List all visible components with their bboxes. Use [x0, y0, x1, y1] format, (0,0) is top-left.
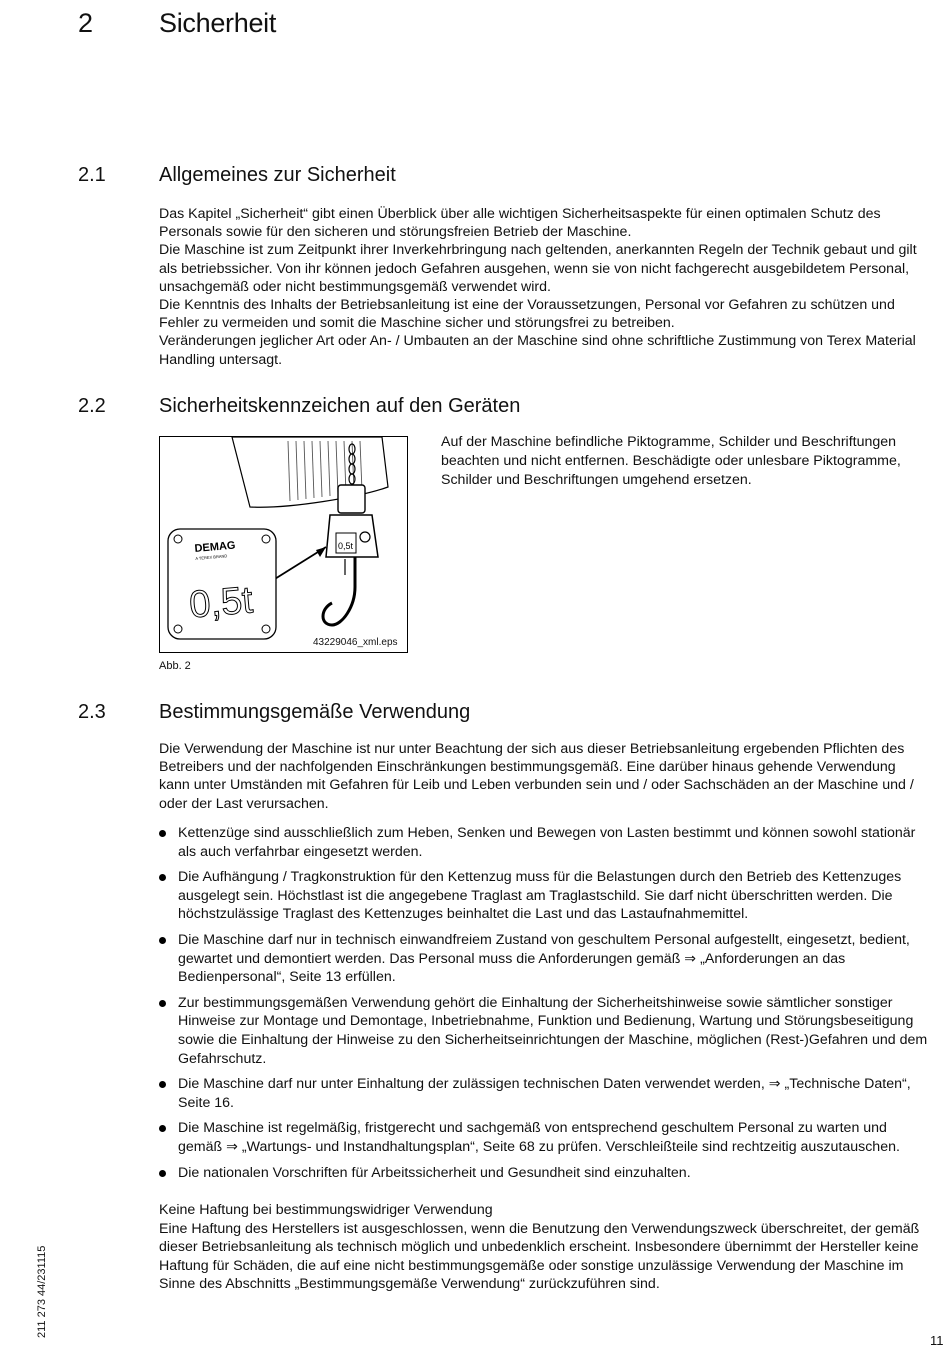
- page-number: 11: [930, 1333, 944, 1348]
- list-item-text: Die Aufhängung / Tragkonstruktion für den Kettenzug muss für die Belastungen durch den Betrieb des Kettenzuges ausgelegt sein. Höchstlast ist die angegebene Traglast am Traglastschild. Sie darf nicht überschritten werden. Die höchstzulässige Traglast des Kettenzuges beinhaltet die Last und das Lastaufnahmemittel.: [178, 869, 902, 923]
- list-item: [159, 868, 929, 924]
- list-item-text: Die nationalen Vorschriften für Arbeitssicherheit und Gesundheit sind einzuhalten.: [178, 1164, 691, 1181]
- list-item: [159, 1075, 929, 1112]
- section-title: Sicherheitskennzeichen auf den Geräten: [159, 395, 521, 417]
- hoist-label-figure: [159, 436, 408, 653]
- list-item: [159, 824, 929, 861]
- list-item-text: Die Maschine darf nur unter Einhaltung der zulässigen technischen Daten verwendet werden, ⇒ „Technische Daten“, Seite 16.: [178, 1076, 911, 1111]
- sign-sub: A TEREX BRAND: [195, 553, 228, 562]
- list-item: [159, 931, 929, 987]
- chapter-title: Sicherheit: [159, 8, 277, 38]
- chapter-number: 2: [78, 8, 93, 38]
- hook-load-label: 0,5t: [338, 541, 354, 551]
- paragraph: Die Maschine ist zum Zeitpunkt ihrer Inverkehrbringung nach geltenden, anerkannten Regeln der Technik gebaut und gilt als betriebssicher. Von ihr können jedoch Gefahren ausgehen, wenn sie von nicht fachgerecht ausgebildetem Personal, unsachgemäß oder nicht bestimmungsgemäß verwendet wird.: [159, 242, 917, 295]
- list-item-text: Die Maschine darf nur in technisch einwandfreiem Zustand von geschultem Personal aufgestellt, eingesetzt, bedient, gewartet und demontiert werden. Das Personal muss die Anforderungen gemäß ⇒ „Anforderungen an das Bedienpersonal“, Seite 13 erfüllen.: [178, 931, 910, 986]
- list-item: [159, 1164, 929, 1183]
- bullet-icon: [159, 1000, 166, 1007]
- bullet-icon: [159, 1081, 166, 1088]
- bullet-icon: [159, 874, 166, 881]
- section-2-3-intro: Die Verwendung der Maschine ist nur unter Beachtung der sich aus dieser Betriebsanleitung ergebenden Pflichten des Betreibers und der nachfolgenden Einschränkungen bestimmungsgemäß. Eine darüber hinaus gehende Verwendung kann unter Umständen mit Gefahren für Leib und Leben verbunden sein und / oder Sachschäden an der Maschine und / oder der Last verursachen.: [159, 741, 914, 812]
- document-number: 211 273 44/231115: [36, 1245, 48, 1338]
- list-item: [159, 994, 929, 1068]
- section-number: 2.3: [78, 701, 106, 723]
- section-2-1-body: [159, 205, 929, 369]
- bullet-icon: [159, 937, 166, 944]
- liability-text: Eine Haftung des Herstellers ist ausgeschlossen, wenn die Benutzung den Verwendungszweck überschreitet, der gemäß dieser Betriebsanleitung als technisch möglich und unbedenklich erscheint. Insbesondere übernimmt der Hersteller keine Haftung für Schäden, die auf eine nicht bestimmungsgemäße oder sonstige unzulässige Verwendung der Maschine im Sinne des Abschnitts „Bestimmungsgemäße Verwendung“ zurückzuführen sind.: [159, 1221, 920, 1293]
- liability-heading: Keine Haftung bei bestimmungswidriger Verwendung: [159, 1202, 493, 1218]
- section-2-2-text: Auf der Maschine befindliche Piktogramme, Schilder und Beschriftungen beachten und nicht entfernen. Beschädigte oder unlesbare Piktogramme, Schilder und Beschriftungen umgehend ersetzen.: [441, 434, 901, 488]
- bullet-icon: [159, 1125, 166, 1132]
- section-title: Bestimmungsgemäße Verwendung: [159, 701, 471, 723]
- figure-file-name: 43229046_xml.eps: [313, 637, 398, 648]
- figure-caption: Abb. 2: [159, 660, 191, 672]
- paragraph: Die Kenntnis des Inhalts der Betriebsanleitung ist eine der Voraussetzungen, Personal vor Gefahren zu schützen und Fehler zu vermeiden und somit die Maschine sicher und störungsfrei zu betreiben.: [159, 297, 895, 332]
- section-number: 2.2: [78, 395, 106, 417]
- section-title: Allgemeines zur Sicherheit: [159, 164, 396, 186]
- section-number: 2.1: [78, 164, 106, 186]
- hoist-illustration: [160, 437, 408, 653]
- list-item-text: Die Maschine ist regelmäßig, fristgerecht und sachgemäß von entsprechend geschultem Personal zu warten und gemäß ⇒ „Wartungs- und Instandhaltungsplan“, Seite 68 zu prüfen. Verschleißteile sind rechtzeitig auszutauschen.: [178, 1120, 900, 1155]
- bullet-icon: [159, 1170, 166, 1177]
- list-item-text: Kettenzüge sind ausschließlich zum Heben, Senken und Bewegen von Lasten bestimmt und können sowohl stationär als auch verfahrbar eingesetzt werden.: [178, 825, 916, 860]
- usage-rules-list: [159, 824, 929, 1189]
- paragraph: Das Kapitel „Sicherheit“ gibt einen Überblick über alle wichtigen Sicherheitsaspekte für einen optimalen Schutz des Personals sowie für den sicheren und störungsfreien Betrieb der Maschine.: [159, 206, 881, 241]
- list-item-text: Zur bestimmungsgemäßen Verwendung gehört die Einhaltung der Sicherheitshinweise sowie sämtlicher sonstiger Hinweise zur Montage und Demontage, Inbetriebnahme, Funktion und Bedienung, Wartung und Störungsbeseitigung sowie die Einhaltung der Hinweise zu den Sicherheitseinrichtungen der Maschine, möglichen (Rest-)Gefahren und dem Gefahrschutz.: [178, 994, 928, 1067]
- list-item: [159, 1119, 929, 1156]
- sign-brand: DEMAG: [194, 539, 236, 556]
- sign-load: 0,5t: [187, 579, 255, 627]
- bullet-icon: [159, 830, 166, 837]
- paragraph: Veränderungen jeglicher Art oder An- / Umbauten an der Maschine sind ohne schriftliche Zustimmung von Terex Material Handling untersagt.: [159, 333, 916, 368]
